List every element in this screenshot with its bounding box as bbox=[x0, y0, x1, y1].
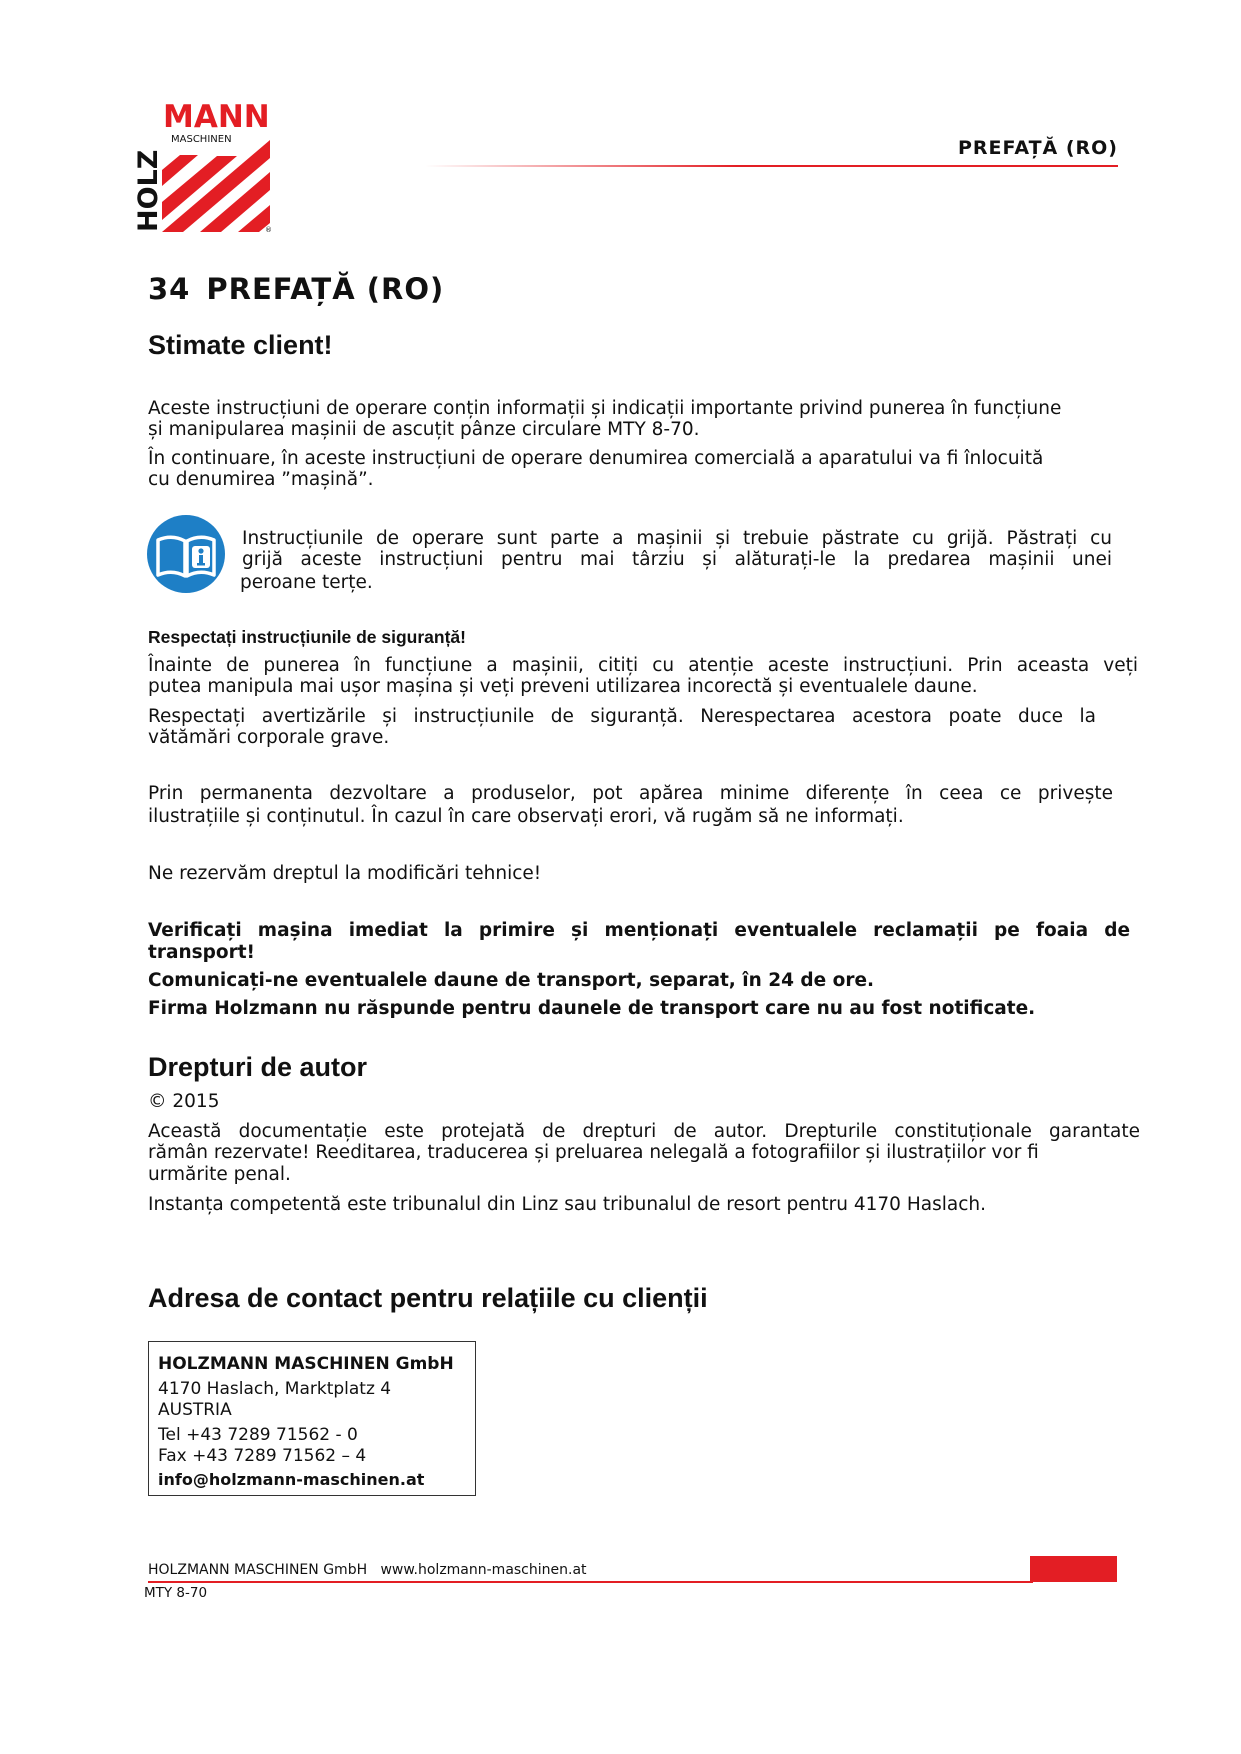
development-line1: Prin permanenta dezvoltare a produselor, pot apărea minime diferențe în ceea ce privește bbox=[148, 783, 1113, 804]
safety-heading: Respectați instrucțiunile de siguranță! bbox=[148, 627, 466, 647]
copyright-year: © 2015 bbox=[148, 1091, 220, 1112]
intro-p1-line2: și manipularea mașinii de ascuțit pânze circulare MTY 8-70. bbox=[148, 419, 700, 440]
logo-text-mann: MANN bbox=[163, 99, 270, 135]
footer-website[interactable]: www.holzmann-maschinen.at bbox=[380, 1562, 587, 1578]
logo-text-maschinen: MASCHINEN bbox=[171, 134, 232, 145]
safety-p1-line1: Înainte de punerea în funcțiune a mașinii, citiți cu atenție aceste instrucțiuni. Prin aceasta veți bbox=[148, 655, 1138, 676]
intro-p2-line2: cu denumirea ”mașină”. bbox=[148, 469, 374, 490]
svg-text:®: ® bbox=[265, 226, 272, 234]
copyright-line3: urmărite penal. bbox=[148, 1164, 291, 1185]
contact-box bbox=[148, 1341, 476, 1496]
safety-p2-line2: vătămări corporale grave. bbox=[148, 727, 390, 748]
footer-divider bbox=[148, 1581, 1033, 1583]
info-note-line1: Instrucțiunile de operare sunt parte a mașinii și trebuie păstrate cu grijă. Păstrați cu bbox=[242, 528, 1112, 549]
copyright-line1: Această documentație este protejată de drepturi de autor. Drepturile constituționale garantate bbox=[148, 1121, 1140, 1142]
logo-text-holz: HOLZ bbox=[133, 149, 164, 232]
footer-red-block bbox=[1030, 1556, 1117, 1582]
transport-line1: Verificați mașina imediat la primire și menționați eventualele reclamații pe foaia de bbox=[148, 920, 1130, 941]
holzmann-logo bbox=[133, 99, 275, 235]
contact-fax: Fax +43 7289 71562 – 4 bbox=[158, 1446, 367, 1466]
info-note-line3: peroane terțe. bbox=[240, 572, 373, 593]
contact-address: 4170 Haslach, Marktplatz 4 bbox=[158, 1379, 392, 1399]
footer-model: MTY 8-70 bbox=[144, 1585, 208, 1601]
copyright-line2: rămân rezervate! Reeditarea, traducerea și preluarea nelegală a fotografiilor și ilustrațiilor vor fi bbox=[148, 1142, 1039, 1163]
safety-p1-line2: putea manipula mai ușor mașina și veți preveni utilizarea incorectă și eventualele daune. bbox=[148, 676, 978, 697]
safety-p2-line1: Respectați avertizările și instrucțiunile de siguranță. Nerespectarea acestora poate duce la bbox=[148, 706, 1096, 727]
greeting-heading: Stimate client! bbox=[148, 330, 333, 360]
info-book-icon bbox=[146, 514, 226, 594]
contact-email[interactable]: info@holzmann-maschinen.at bbox=[158, 1470, 425, 1489]
jurisdiction: Instanța competentă este tribunalul din Linz sau tribunalul de resort pentru 4170 Haslach. bbox=[148, 1194, 986, 1215]
footer-company: HOLZMANN MASCHINEN GmbH bbox=[148, 1562, 368, 1578]
copyright-heading: Drepturi de autor bbox=[148, 1052, 368, 1082]
contact-tel: Tel +43 7289 71562 - 0 bbox=[158, 1425, 358, 1445]
header-title: PREFAȚĂ (RO) bbox=[958, 137, 1118, 159]
development-line2: ilustrațiile și conținutul. În cazul în care observați erori, vă rugăm să ne informați. bbox=[148, 806, 904, 827]
reserve-rights: Ne rezervăm dreptul la modificări tehnice! bbox=[148, 863, 542, 884]
section-title-text: PREFAȚĂ (RO) bbox=[206, 272, 445, 306]
header-divider bbox=[425, 165, 1118, 167]
section-number: 34 bbox=[148, 272, 191, 306]
transport-line2: Comunicați-ne eventualele daune de transport, separat, în 24 de ore. bbox=[148, 970, 875, 991]
intro-p1-line1: Aceste instrucțiuni de operare conțin informații și indicații importante privind punerea în funcțiune bbox=[148, 398, 1062, 419]
info-note-line2: grijă aceste instrucțiuni pentru mai târziu și alăturați-le la predarea mașinii unei bbox=[242, 549, 1112, 570]
transport-line1-cont: transport! bbox=[148, 942, 255, 963]
footer-text bbox=[148, 1562, 587, 1578]
section-title bbox=[148, 272, 444, 306]
contact-country: AUSTRIA bbox=[158, 1400, 232, 1420]
transport-line3: Firma Holzmann nu răspunde pentru daunele de transport care nu au fost notificate. bbox=[148, 998, 1036, 1019]
contact-company: HOLZMANN MASCHINEN GmbH bbox=[158, 1354, 454, 1374]
intro-p2-line1: În continuare, în aceste instrucțiuni de operare denumirea comercială a aparatului va fi înlocuită bbox=[148, 448, 1044, 469]
contact-heading: Adresa de contact pentru relațiile cu clienții bbox=[148, 1283, 708, 1313]
